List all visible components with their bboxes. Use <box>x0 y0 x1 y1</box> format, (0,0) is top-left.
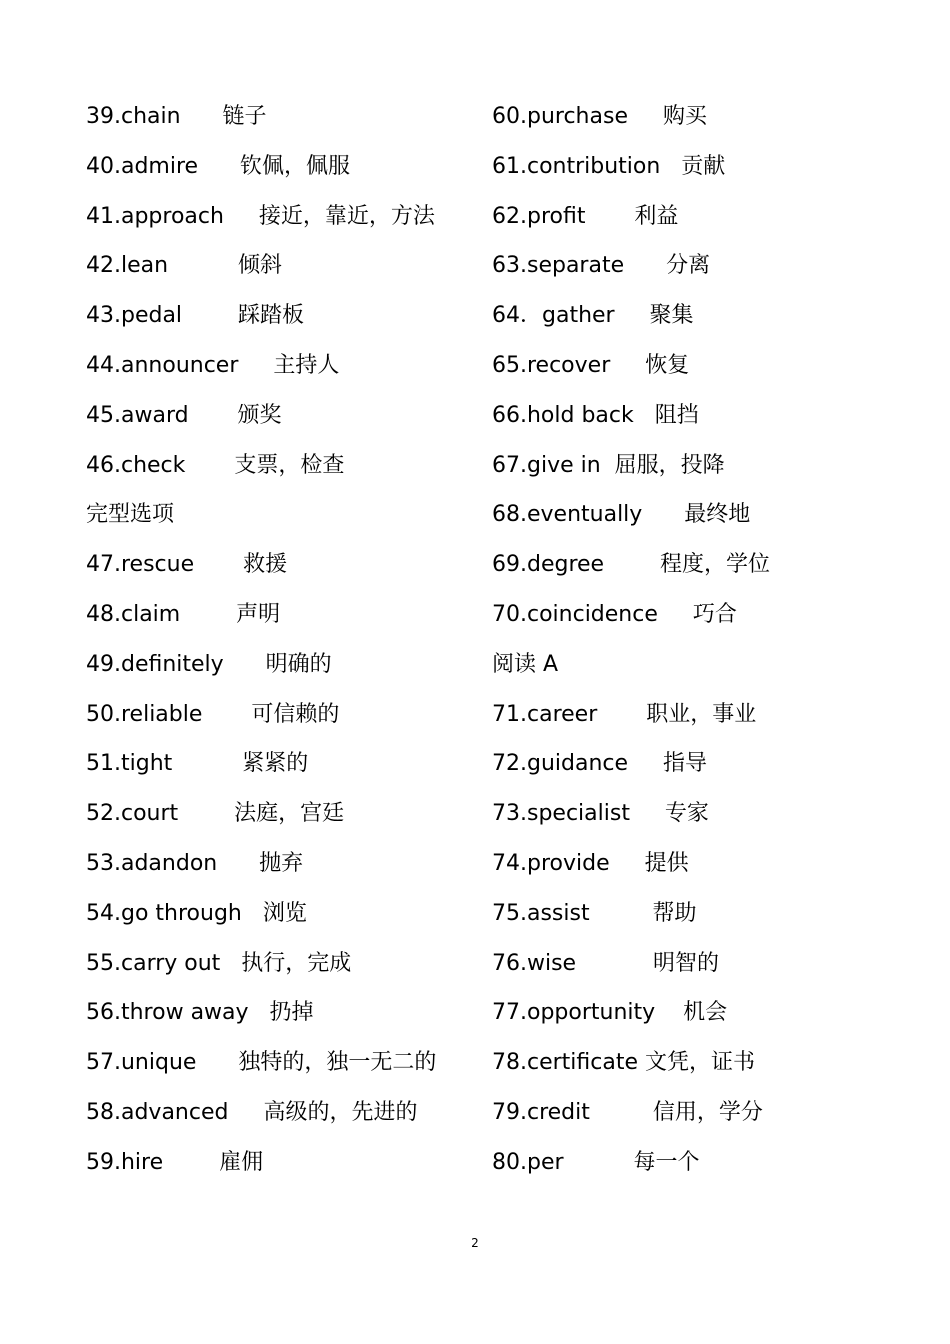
vocab-entry: 68.eventually 最终地 <box>492 502 751 528</box>
page-number: 2 <box>471 1236 479 1250</box>
vocab-entry: 67.give in 屈服，投降 <box>492 452 725 478</box>
vocab-entry: 65.recover 恢复 <box>492 352 690 378</box>
vocab-entry: 75.assist 帮助 <box>492 900 697 926</box>
vocab-entry: 78.certificate 文凭，证书 <box>492 1050 755 1076</box>
vocab-entry: 70.coincidence 巧合 <box>492 601 737 627</box>
vocab-entry: 62.profit 利益 <box>492 203 679 229</box>
vocab-entry: 46.check 支票，检查 <box>86 452 345 478</box>
vocab-entry: 39.chain 链子 <box>86 104 267 129</box>
vocab-entry: 66.hold back 阻挡 <box>492 402 699 428</box>
left-vocabulary-column <box>86 92 476 1188</box>
vocab-entry: 63.separate 分离 <box>492 253 711 279</box>
vocab-entry: 60.purchase 购买 <box>492 104 707 129</box>
vocab-entry: 47.rescue 救援 <box>86 552 288 578</box>
vocab-entry: 61.contribution 贡献 <box>492 153 726 179</box>
section-heading: 阅读 A <box>492 651 559 677</box>
vocab-entry: 56.throw away 扔掉 <box>86 1000 314 1026</box>
vocab-entry: 74.provide 提供 <box>492 850 689 876</box>
vocab-entry: 43.pedal 踩踏板 <box>86 303 304 329</box>
vocab-entry: 58.advanced 高级的，先进的 <box>86 1099 418 1125</box>
vocab-entry: 69.degree 程度，学位 <box>492 552 771 578</box>
vocab-entry: 50.reliable 可信赖的 <box>86 701 340 727</box>
vocab-entry: 51.tight 紧紧的 <box>86 751 309 777</box>
section-heading: 完型选项 <box>86 502 175 528</box>
vocab-entry: 52.court 法庭，宫廷 <box>86 801 345 827</box>
vocab-entry: 55.carry out 执行，完成 <box>86 950 352 976</box>
vocab-entry: 53.adandon 抛弃 <box>86 850 304 876</box>
vocab-entry: 54.go through 浏览 <box>86 900 307 926</box>
vocab-entry: 76.wise 明智的 <box>492 950 720 976</box>
vocab-entry: 57.unique 独特的，独一无二的 <box>86 1050 437 1076</box>
vocab-entry: 48.claim 声明 <box>86 601 281 627</box>
vocab-entry: 72.guidance 指导 <box>492 751 707 777</box>
vocab-entry: 49.definitely 明确的 <box>86 651 332 677</box>
vocab-entry: 42.lean 倾斜 <box>86 253 282 279</box>
vocab-entry: 79.credit 信用，学分 <box>492 1099 763 1125</box>
vocab-entry: 59.hire 雇佣 <box>86 1149 264 1175</box>
vocab-entry: 80.per 每一个 <box>492 1149 700 1175</box>
vocab-entry: 77.opportunity 机会 <box>492 1000 728 1026</box>
vocab-entry: 40.admire 钦佩，佩服 <box>86 153 351 179</box>
vocab-entry: 44.announcer 主持人 <box>86 352 340 378</box>
vocab-entry: 73.specialist 专家 <box>492 801 709 827</box>
vocab-entry: 71.career 职业，事业 <box>492 701 757 727</box>
vocab-entry: 45.award 颁奖 <box>86 402 282 428</box>
vocab-entry: 64．gather 聚集 <box>492 303 694 329</box>
vocab-entry: 41.approach 接近，靠近，方法 <box>86 203 435 229</box>
right-vocabulary-column <box>492 92 912 1188</box>
